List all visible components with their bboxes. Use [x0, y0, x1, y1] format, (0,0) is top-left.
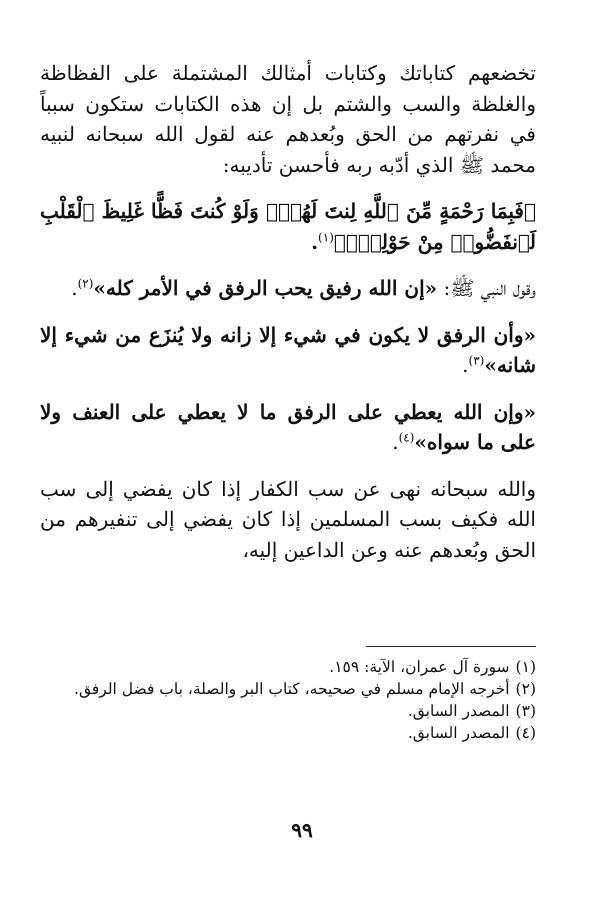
- footnote-item: [40, 678, 536, 700]
- paragraph-closing: والله سبحانه نهى عن سب الكفار إذا كان يفضي إلى سب الله فكيف بسب المسلمين إذا كان يفضي إلى تنفيرهم من الحق وبُعدهم عنه وعن الداعين إليه،: [40, 476, 536, 562]
- footnote-text: المصدر السابق.: [407, 724, 510, 742]
- footnote-number: (٢): [515, 680, 536, 698]
- hadith-quote-3: «وإن الله يعطي على الرفق ما لا يعطي على العنف ولا على ما سواه»: [40, 399, 536, 454]
- footnote-item: [40, 656, 536, 678]
- footnote-number: (٤): [515, 724, 536, 742]
- page-number: ٩٩: [291, 818, 313, 842]
- footnote-ref-3: (٣): [468, 353, 485, 368]
- quran-text: ﴿فَبِمَا رَحْمَةٍ مِّنَ ٱللَّهِ لِنتَ لَهُمْۖ وَلَوْ كُنتَ فَظًّا غَلِيظَ ٱلْقَلْبِ لَٱنفَضُّوا۟ مِنْ حَوْلِكَۖ﴾: [40, 199, 536, 254]
- footnote-divider: [366, 646, 536, 647]
- paragraph-hadith-2: «وأن الرفق لا يكون في شيء إلا زانه ولا يُنزَع من شيء إلا شانه»$^{(٣)}$.: [40, 322, 536, 377]
- footnote-number: (١): [515, 658, 536, 676]
- hadith-lead: وقول النبي ﷺ:: [437, 276, 536, 300]
- paragraph-intro: تخضعهم كتاباتك وكتابات أمثالك المشتملة على الفظاظة والغلظة والسب والشتم بل إن هذه الكتابات ستكون سبباً في نفرتهم من الحق وبُعدهم عنه لقول الله سبحانه لنبيه محمد ﷺ الذي أدّبه ربه فأحسن تأديبه:: [40, 61, 536, 177]
- hadith-quote-1: «إن الله رفيق يحب الرفق في الأمر كله»: [93, 276, 438, 300]
- footnote-ref-4: (٤): [398, 430, 415, 445]
- footnote-item: [40, 700, 536, 722]
- paragraph-hadith-1: وقول النبي ﷺ: «إن الله رفيق يحب الرفق في الأمر كله»$^{(٢)}$.: [71, 276, 536, 300]
- footnote-ref-2: (٢): [77, 276, 94, 291]
- hadith-quote-2: «وأن الرفق لا يكون في شيء إلا زانه ولا يُنزَع من شيء إلا شانه»: [40, 322, 536, 377]
- quran-verse: ﴿فَبِمَا رَحْمَةٍ مِّنَ ٱللَّهِ لِنتَ لَهُمْۖ وَلَوْ كُنتَ فَظًّا غَلِيظَ ٱلْقَلْبِ لَٱنفَضُّوا۟ مِنْ حَوْلِكَۖ﴾$^{(١)}$.: [40, 199, 536, 254]
- footnote-item: [40, 722, 536, 744]
- paragraph-hadith-3: «وإن الله يعطي على الرفق ما لا يعطي على العنف ولا على ما سواه»$^{(٤)}$.: [40, 399, 536, 454]
- footnotes: [40, 656, 536, 744]
- footnote-ref-1: (١): [318, 229, 334, 244]
- main-text: [40, 58, 536, 565]
- footnote-text: سورة آل عمران، الآية: ١٥٩.: [329, 658, 510, 676]
- footnote-text: أخرجه الإمام مسلم في صحيحه، كتاب البر والصلة، باب فضل الرفق.: [74, 680, 510, 698]
- footnote-text: المصدر السابق.: [407, 702, 510, 720]
- footnote-number: (٣): [515, 702, 536, 720]
